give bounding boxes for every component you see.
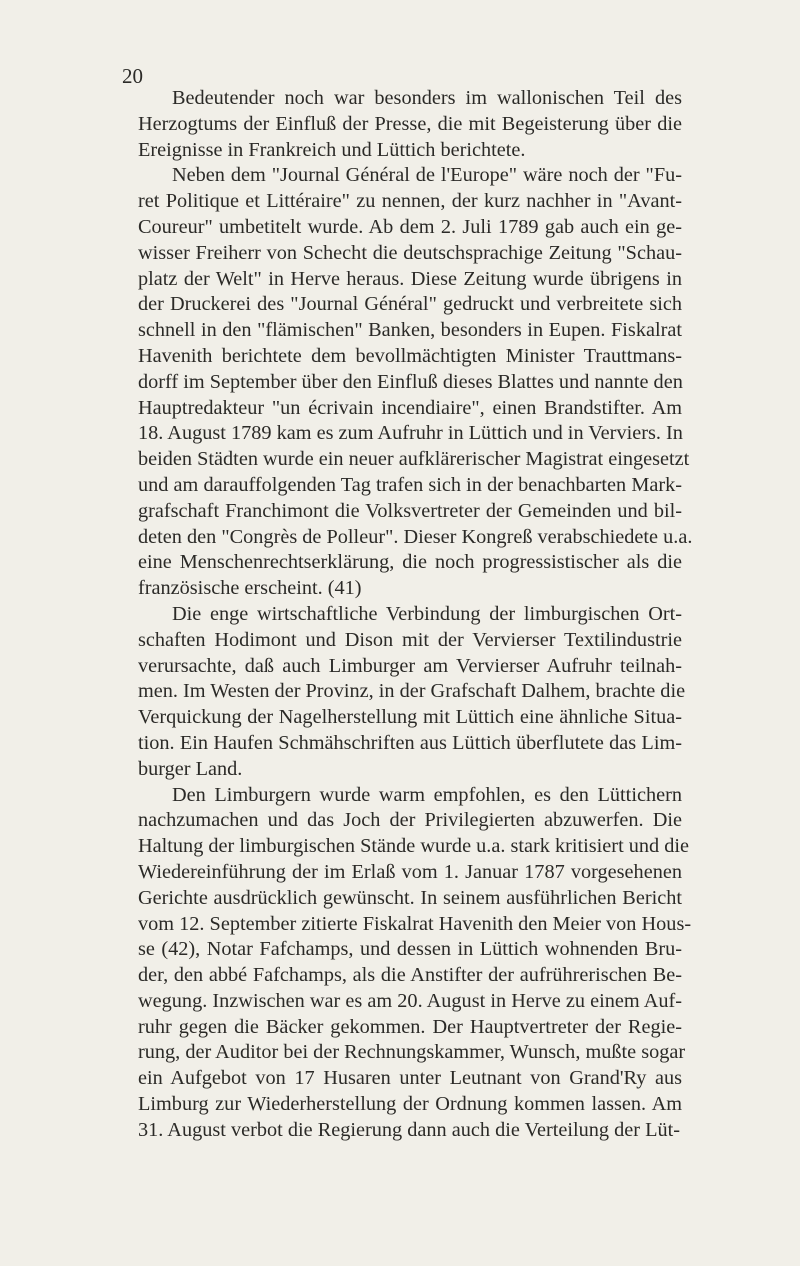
text-line: beiden Städten wurde ein neuer aufklärerischer Magistrat eingesetzt: [138, 448, 690, 471]
text-line: Gerichte ausdrücklich gewünscht. In seinem ausführlichen Bericht: [138, 886, 682, 909]
text-line: dorff im September über den Einfluß dieses Blattes und nannte den: [138, 370, 683, 393]
body-text: [138, 86, 693, 1144]
text-line: Ereignisse in Frankreich und Lüttich berichtete.: [138, 138, 526, 161]
text-line: ruhr gegen die Bäcker gekommen. Der Hauptvertreter der Regie-: [138, 1015, 682, 1038]
page-number: 20: [122, 64, 143, 88]
text-line: Limburg zur Wiederherstellung der Ordnung kommen lassen. Am: [138, 1093, 682, 1116]
text-line: ret Politique et Littéraire" zu nennen, der kurz nachher in "Avant-: [138, 190, 682, 213]
text-line: men. Im Westen der Provinz, in der Grafschaft Dalhem, brachte die: [138, 680, 686, 703]
text-line: französische erscheint. (41): [138, 577, 362, 600]
text-line: eine Menschenrechtserklärung, die noch progressistischer als die: [138, 551, 682, 574]
paragraph: [138, 163, 693, 602]
text-line: rung, der Auditor bei der Rechnungskammer, Wunsch, mußte sogar: [138, 1041, 686, 1064]
text-line: deten den "Congrès de Polleur". Dieser Kongreß verabschiedete u.a.: [138, 525, 693, 548]
text-line: Wiedereinführung der im Erlaß vom 1. Januar 1787 vorgesehenen: [138, 860, 682, 883]
text-line: und am darauffolgenden Tag trafen sich in der benachbarten Mark-: [138, 473, 682, 496]
text-line: Den Limburgern wurde warm empfohlen, es den Lüttichern: [172, 783, 682, 806]
text-line: Haltung der limburgischen Stände wurde u.a. stark kritisiert und die: [138, 835, 690, 858]
text-line: schaften Hodimont und Dison mit der Vervierser Textilindustrie: [138, 628, 682, 651]
text-line: 31. August verbot die Regierung dann auch die Verteilung der Lüt-: [138, 1118, 681, 1141]
text-line: platz der Welt" in Herve heraus. Diese Zeitung wurde übrigens in: [138, 267, 682, 290]
text-line: Hauptredakteur "un écrivain incendiaire", einen Brandstifter. Am: [138, 396, 682, 419]
text-line: Coureur" umbetitelt wurde. Ab dem 2. Juli 1789 gab auch ein ge-: [138, 215, 682, 238]
paragraph: [138, 783, 692, 1144]
text-line: Havenith berichtete dem bevollmächtigten Minister Trauttmans-: [138, 344, 682, 367]
text-line: vom 12. September zitierte Fiskalrat Havenith den Meier von Hous-: [138, 912, 692, 935]
text-line: Neben dem "Journal Général de l'Europe" wäre noch der "Fu-: [172, 164, 682, 187]
text-line: Bedeutender noch war besonders im wallonischen Teil des: [172, 87, 682, 109]
text-line: 18. August 1789 kam es zum Aufruhr in Lüttich und in Verviers. In: [138, 422, 683, 445]
text-line: ein Aufgebot von 17 Husaren unter Leutnant von Grand'Ry aus: [138, 1067, 682, 1090]
text-line: wisser Freiherr von Schecht die deutschsprachige Zeitung "Schau-: [138, 241, 682, 264]
paragraph: [138, 602, 686, 783]
text-line: schnell in den "flämischen" Banken, besonders in Eupen. Fiskalrat: [138, 319, 682, 342]
text-line: verursachte, daß auch Limburger am Vervierser Aufruhr teilnah-: [138, 654, 682, 677]
text-line: wegung. Inzwischen war es am 20. August in Herve zu einem Auf-: [138, 989, 682, 1012]
text-line: grafschaft Franchimont die Volksvertreter der Gemeinden und bil-: [138, 499, 682, 522]
text-line: nachzumachen und das Joch der Privilegierten abzuwerfen. Die: [138, 809, 682, 832]
paragraph: [138, 86, 682, 163]
text-line: Verquickung der Nagelherstellung mit Lüttich eine ähnliche Situa-: [138, 706, 682, 729]
text-line: tion. Ein Haufen Schmähschriften aus Lüttich überflutete das Lim-: [138, 731, 682, 754]
text-line: se (42), Notar Fafchamps, und dessen in Lüttich wohnenden Bru-: [138, 938, 682, 961]
text-line: Die enge wirtschaftliche Verbindung der limburgischen Ort-: [172, 602, 682, 625]
text-line: Herzogtums der Einfluß der Presse, die mit Begeisterung über die: [138, 112, 682, 135]
text-line: der, den abbé Fafchamps, als die Anstifter der aufrührerischen Be-: [138, 964, 682, 987]
text-line: der Druckerei des "Journal Général" gedruckt und verbreitete sich: [138, 293, 682, 316]
text-line: burger Land.: [138, 757, 243, 780]
